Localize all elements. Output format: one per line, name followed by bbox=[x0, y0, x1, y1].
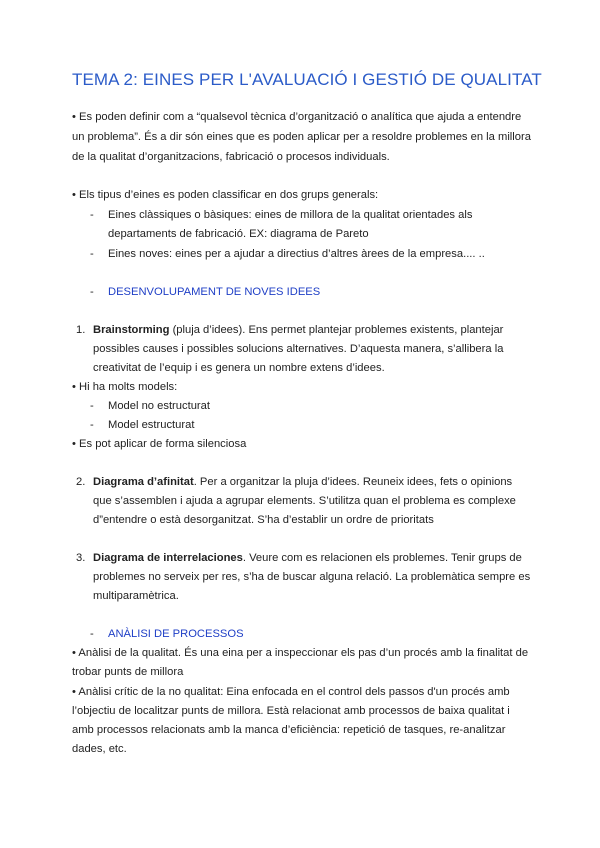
item-3-term: Diagrama de interrelaciones bbox=[93, 552, 243, 564]
dash-marker: - bbox=[90, 286, 94, 298]
model-item-1: Model no estructurat bbox=[108, 400, 210, 412]
intro-line-2: un problema”. És a dir són eines que es poden aplicar per a resoldre problemes en la millora bbox=[72, 131, 531, 143]
section-heading-process-analysis: ANÀLISI DE PROCESSOS bbox=[108, 628, 244, 640]
item-number: 3. bbox=[76, 552, 86, 564]
item-2-term: Diagrama d’afinitat bbox=[93, 476, 194, 488]
analysis-line-2: trobar punts de millora bbox=[72, 666, 184, 678]
page-title: TEMA 2: EINES PER L'AVALUACIÓ I GESTIÓ DE QUALITAT bbox=[72, 70, 542, 89]
types-item-a-line-2: departaments de fabricació. EX: diagrama de Pareto bbox=[108, 228, 369, 240]
item-3-line-3: multiparamètrica. bbox=[93, 590, 179, 602]
models-lead: • Hi ha molts models: bbox=[72, 381, 178, 393]
types-item-b: Eines noves: eines per a ajudar a directius d’altres àrees de la empresa.... .. bbox=[108, 248, 485, 260]
intro-line-1: • Es poden definir com a “qualsevol tècnica d’organització o analítica que ajuda a entendre bbox=[72, 111, 522, 123]
item-2-text: . Per a organitzar la pluja d’idees. Reuneix idees, fets o opinions bbox=[193, 476, 513, 488]
models-silent-note: • Es pot aplicar de forma silenciosa bbox=[72, 438, 247, 450]
analysis-line-4: l’objectiu de localitzar punts de millora. Està relacionat amb processos de baixa qualitat i bbox=[72, 705, 510, 717]
dash-marker: - bbox=[90, 209, 94, 221]
types-item-a-line-1: Eines clàssiques o bàsiques: eines de millora de la qualitat orientades als bbox=[108, 209, 473, 221]
item-1-line-3: creativitat de l’equip i es genera un nombre extens d’idees. bbox=[93, 362, 385, 374]
section-heading-new-ideas: DESENVOLUPAMENT DE NOVES IDEES bbox=[108, 286, 321, 298]
types-lead: • Els tipus d’eines es poden classificar en dos grups generals: bbox=[72, 189, 379, 201]
analysis-line-6: dades, etc. bbox=[72, 743, 127, 755]
analysis-line-3: • Anàlisi crític de la no qualitat: Eina enfocada en el control dels passos d'un procés amb bbox=[72, 686, 510, 698]
dash-marker: - bbox=[90, 628, 94, 640]
intro-line-3: de la qualitat d’organitzacions, fabricació o procesos individuals. bbox=[72, 151, 390, 163]
item-1-text: (pluja d’idees). Ens permet plantejar problemes existents, plantejar bbox=[169, 324, 504, 336]
item-1-term: Brainstorming bbox=[93, 324, 170, 336]
item-2-line-2: que s’assemblen i ajuda a agrupar elements. S’utilitza quan el problema es complexe bbox=[93, 495, 516, 507]
item-2-line-1 bbox=[93, 475, 512, 489]
dash-marker: - bbox=[90, 419, 94, 431]
model-item-2: Model estructurat bbox=[108, 419, 195, 431]
item-3-text: . Veure com es relacionen els problemes. Tenir grups de bbox=[242, 552, 522, 564]
item-number: 1. bbox=[76, 324, 86, 336]
item-2-line-3: d”entendre o està desorganitzat. S’ha d’establir un ordre de prioritats bbox=[93, 514, 434, 526]
analysis-line-5: amb processos relacionats amb la manca d’eficiència: repetició de tasques, re-analitzar bbox=[72, 724, 506, 736]
analysis-line-1: • Anàlisi de la qualitat. És una eina per a inspeccionar els pas d’un procés amb la finalitat de bbox=[72, 647, 529, 659]
item-number: 2. bbox=[76, 476, 86, 488]
dash-marker: - bbox=[90, 400, 94, 412]
item-3-line-2: problemes no serveix per res, s’ha de buscar alguna relació. La problemàtica sempre es bbox=[93, 571, 531, 583]
item-3-line-1 bbox=[93, 551, 522, 565]
dash-marker: - bbox=[90, 248, 94, 260]
item-1-line-2: possibles causes i possibles solucions alternatives. D’aquesta manera, s’allibera la bbox=[93, 343, 504, 355]
item-1-line-1 bbox=[93, 323, 503, 337]
